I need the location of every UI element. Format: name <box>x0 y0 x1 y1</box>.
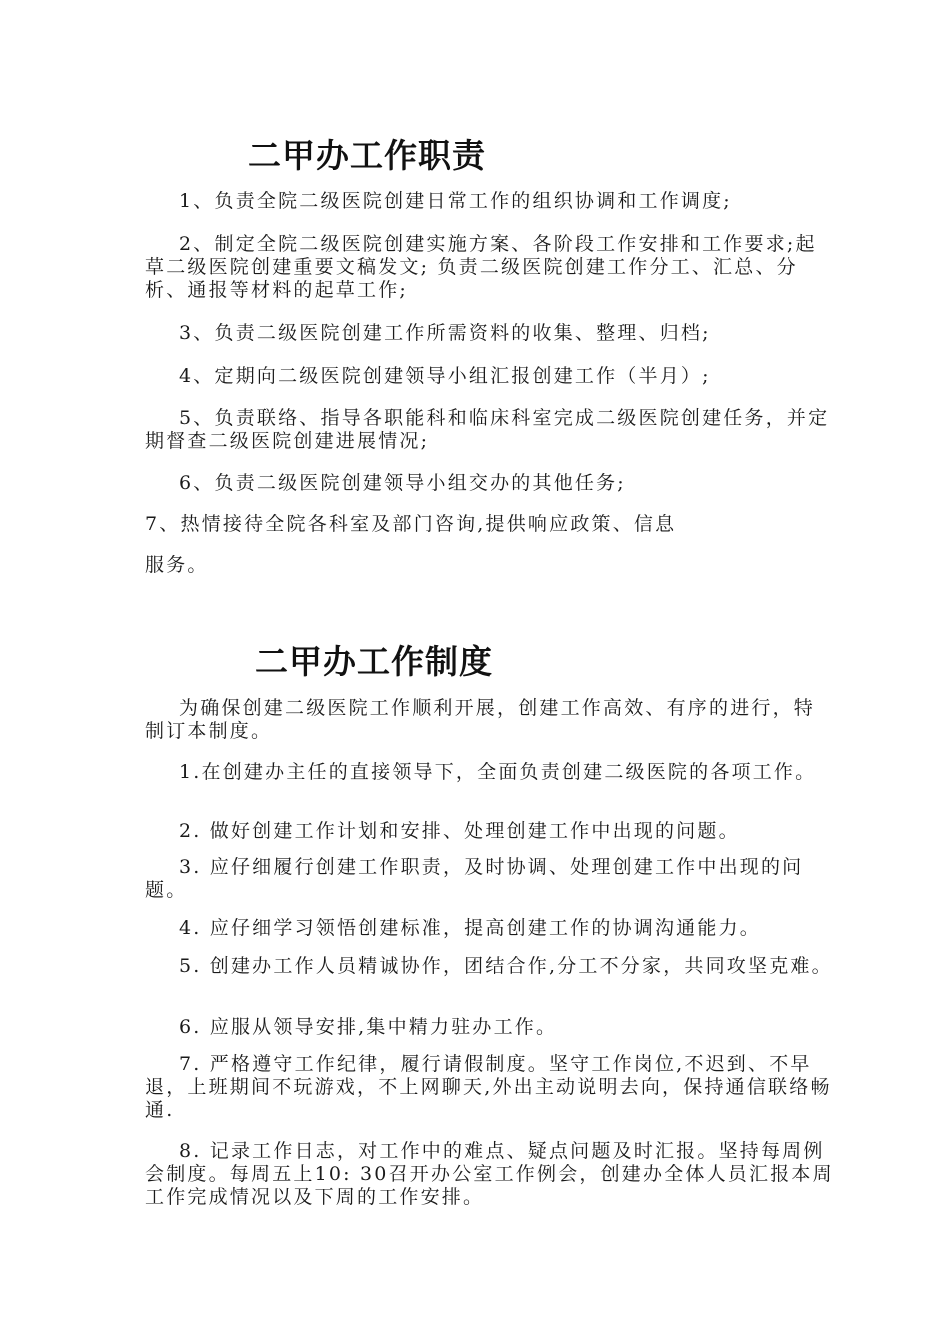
duty-item-6: 6、负责二级医院创建领导小组交办的其他任务; <box>179 472 626 494</box>
rule-item-4: 4. 应仔细学习领悟创建标准，提高创建工作的协调沟通能力。 <box>179 917 761 939</box>
rule-item-2: 2. 做好创建工作计划和安排、处理创建工作中出现的问题。 <box>179 820 740 842</box>
duty-item-7: 7、热情接待全院各科室及部门咨询,提供响应政策、信息 <box>145 513 677 535</box>
duty-item-4: 4、定期向二级医院创建领导小组汇报创建工作（半月）; <box>179 365 711 387</box>
rules-intro: 为确保创建二级医院工作顺利开展，创建工作高效、有序的进行，特制订本制度。 <box>145 697 816 742</box>
duty-item-7-continued: 服务。 <box>145 554 209 576</box>
duty-item-5: 5、负责联络、指导各职能科和临床科室完成二级医院创建任务，并定期督查二级医院创建进展情况; <box>145 407 830 452</box>
duty-item-3: 3、负责二级医院创建工作所需资料的收集、整理、归档; <box>179 322 711 344</box>
duty-item-1: 1、负责全院二级医院创建日常工作的组织协调和工作调度; <box>179 190 732 212</box>
rule-item-5: 5. 创建办工作人员精诚协作，团结合作,分工不分家，共同攻坚克难。 <box>179 955 833 977</box>
rule-item-1: 1.在创建办主任的直接领导下，全面负责创建二级医院的各项工作。 <box>179 761 817 783</box>
section2-title: 二甲办工作制度 <box>255 642 493 681</box>
rule-item-6: 6. 应服从领导安排,集中精力驻办工作。 <box>179 1016 558 1038</box>
rule-item-8: 8. 记录工作日志，对工作中的难点、疑点问题及时汇报。坚持每周例会制度。每周五上10: 30召开办公室工作例会，创建办全体人员汇报本周工作完成情况以及下周的工作安排。 <box>145 1140 834 1208</box>
rule-item-3: 3. 应仔细履行创建工作职责，及时协调、处理创建工作中出现的问题。 <box>145 856 804 901</box>
section1-title: 二甲办工作职责 <box>248 136 486 175</box>
rule-item-7: 7. 严格遵守工作纪律，履行请假制度。坚守工作岗位,不迟到、不早退，上班期间不玩游戏，不上网聊天,外出主动说明去向，保持通信联络畅通. <box>145 1053 832 1121</box>
duty-item-2: 2、制定全院二级医院创建实施方案、各阶段工作安排和工作要求;起草二级医院创建重要文稿发文; 负责二级医院创建工作分工、汇总、分析、通报等材料的起草工作; <box>145 233 817 301</box>
